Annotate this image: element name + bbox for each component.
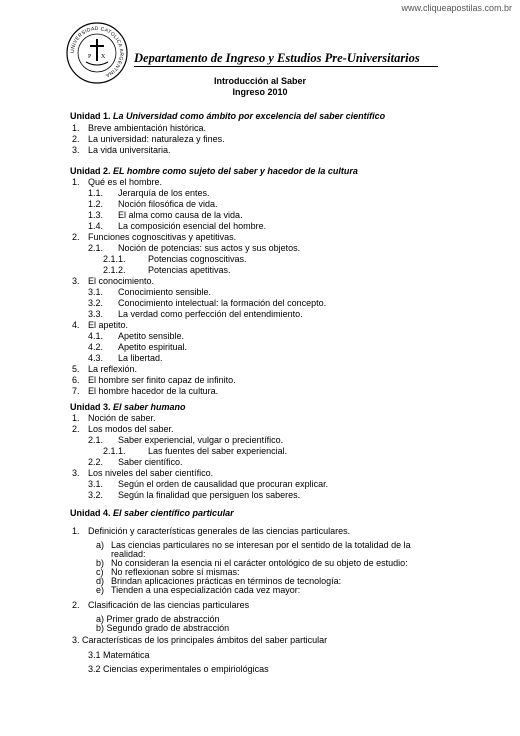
list-item: No reflexionan sobre sí mismas: bbox=[111, 567, 240, 577]
header-rule bbox=[134, 66, 438, 67]
list-item: Las ciencias particulares no se interesan por el sentido de la totalidad de la bbox=[111, 540, 411, 550]
watermark: www.cliqueapostilas.com.br bbox=[401, 3, 512, 13]
list-item: Clasificación de las ciencias particulares bbox=[88, 600, 250, 610]
list-item: Apetito sensible. bbox=[118, 331, 185, 341]
list-item: Qué es el hombre. bbox=[88, 177, 163, 187]
svg-text:X: X bbox=[101, 54, 106, 60]
list-item: Saber científico. bbox=[118, 457, 183, 467]
list-letter: d) bbox=[96, 576, 105, 586]
list-item: Breve ambientación histórica. bbox=[88, 123, 207, 133]
list-item: Los niveles del saber científico. bbox=[88, 468, 214, 478]
document-title: Introducción al Saber bbox=[213, 76, 307, 86]
list-item: El hombre hacedor de la cultura. bbox=[88, 386, 219, 396]
list-letter: a) bbox=[96, 540, 105, 550]
university-seal-logo bbox=[66, 22, 128, 84]
list-number: 2. bbox=[72, 600, 80, 610]
list-item: La libertad. bbox=[118, 353, 163, 363]
list-item: Brindan aplicaciones prácticas en términos de tecnología: bbox=[111, 576, 342, 586]
list-item: La verdad como perfección del entendimiento. bbox=[118, 309, 303, 319]
list-number: 3.1. bbox=[88, 479, 104, 489]
list-number: 7. bbox=[72, 386, 80, 396]
list-item: a) Primer grado de abstracción bbox=[96, 614, 220, 624]
list-number: 2. bbox=[72, 134, 80, 144]
list-item: El alma como causa de la vida. bbox=[118, 210, 243, 220]
list-number: 1.2. bbox=[88, 199, 104, 209]
list-number: 3.2. bbox=[88, 490, 104, 500]
list-item: El apetito. bbox=[88, 320, 129, 330]
list-letter: b) bbox=[96, 558, 105, 568]
list-number: 2. bbox=[72, 424, 80, 434]
list-number: 2.1. bbox=[88, 435, 104, 445]
list-item: No consideran la esencia ni el carácter ontológico de su objeto de estudio: bbox=[111, 558, 408, 568]
unit-4-heading: Unidad 4. El saber científico particular bbox=[70, 508, 234, 518]
list-item: Noción de potencias: sus actos y sus objetos. bbox=[118, 243, 301, 253]
list-number: 3. bbox=[72, 145, 80, 155]
list-item: Potencias cognoscitivas. bbox=[148, 254, 247, 264]
list-number: 1.3. bbox=[88, 210, 104, 220]
list-number: 1. bbox=[72, 177, 80, 187]
unit-3-heading: Unidad 3. El saber humano bbox=[70, 402, 186, 412]
list-item: 3.1 Matemática bbox=[88, 650, 150, 660]
list-number: 1.1. bbox=[88, 188, 104, 198]
list-item: Conocimiento sensible. bbox=[118, 287, 212, 297]
list-item: realidad: bbox=[111, 549, 146, 559]
list-item: La universidad: naturaleza y fines. bbox=[88, 134, 225, 144]
list-item: b) Segundo grado de abstracción bbox=[96, 623, 230, 633]
list-item: 3.2 Ciencias experimentales o empiriológicas bbox=[88, 664, 269, 674]
list-number: 3. bbox=[72, 468, 80, 478]
list-item: Los modos del saber. bbox=[88, 424, 174, 434]
list-number: 5. bbox=[72, 364, 80, 374]
list-item: Apetito espiritual. bbox=[118, 342, 188, 352]
list-number: 4.2. bbox=[88, 342, 104, 352]
list-number: 4.1. bbox=[88, 331, 104, 341]
list-number: 3.3. bbox=[88, 309, 104, 319]
unit-1-heading: Unidad 1. La Universidad como ámbito por excelencia del saber científico bbox=[70, 111, 386, 121]
list-item: El hombre ser finito capaz de infinito. bbox=[88, 375, 236, 385]
svg-text:UNIVERSIDAD CATOLICA ARGENTINA: UNIVERSIDAD CATOLICA ARGENTINA bbox=[69, 25, 125, 79]
list-item: Tienden a una especialización cada vez mayor: bbox=[111, 585, 301, 595]
list-number: 3.1. bbox=[88, 287, 104, 297]
list-item: La vida universitaria. bbox=[88, 145, 171, 155]
list-item: Noción filosófica de vida. bbox=[118, 199, 218, 209]
list-item: Definición y características generales de las ciencias particulares. bbox=[88, 526, 351, 536]
list-item: La composición esencial del hombre. bbox=[118, 221, 267, 231]
list-item: La reflexión. bbox=[88, 364, 138, 374]
list-number: 3.2. bbox=[88, 298, 104, 308]
list-number: 6. bbox=[72, 375, 80, 385]
list-item: Potencias apetitivas. bbox=[148, 265, 231, 275]
list-item: Jerarquía de los entes. bbox=[118, 188, 210, 198]
list-item: Saber experiencial, vulgar o precientífico. bbox=[118, 435, 284, 445]
document-subtitle: Ingreso 2010 bbox=[232, 87, 288, 97]
list-number: 4.3. bbox=[88, 353, 104, 363]
list-number: 2.1. bbox=[88, 243, 104, 253]
list-letter: e) bbox=[96, 585, 105, 595]
list-number: 4. bbox=[72, 320, 80, 330]
list-number: 2.1.1. bbox=[103, 254, 126, 264]
list-number: 3. bbox=[72, 276, 80, 286]
list-item: Las fuentes del saber experiencial. bbox=[148, 446, 288, 456]
list-number: 2. bbox=[72, 232, 80, 242]
list-item: Funciones cognoscitivas y apetitivas. bbox=[88, 232, 237, 242]
department-heading: Departamento de Ingreso y Estudios Pre-Universitarios bbox=[134, 51, 420, 65]
list-item: 3. Características de los principales ámbitos del saber particular bbox=[72, 635, 328, 645]
list-number: 1. bbox=[72, 123, 80, 133]
svg-text:P: P bbox=[88, 54, 92, 60]
list-number: 2.1.1. bbox=[103, 446, 126, 456]
list-item: El conocimiento. bbox=[88, 276, 155, 286]
list-number: 2.2. bbox=[88, 457, 104, 467]
list-item: Según el orden de causalidad que procuran explicar. bbox=[118, 479, 329, 489]
list-item: Noción de saber. bbox=[88, 413, 156, 423]
list-number: 1. bbox=[72, 526, 80, 536]
unit-2-heading: Unidad 2. EL hombre como sujeto del saber y hacedor de la cultura bbox=[70, 166, 358, 176]
list-item: Conocimiento intelectual: la formación del concepto. bbox=[118, 298, 327, 308]
list-number: 1.4. bbox=[88, 221, 104, 231]
list-number: 1. bbox=[72, 413, 80, 423]
list-letter: c) bbox=[96, 567, 104, 577]
list-item: Según la finalidad que persiguen los saberes. bbox=[118, 490, 301, 500]
list-number: 2.1.2. bbox=[103, 265, 126, 275]
